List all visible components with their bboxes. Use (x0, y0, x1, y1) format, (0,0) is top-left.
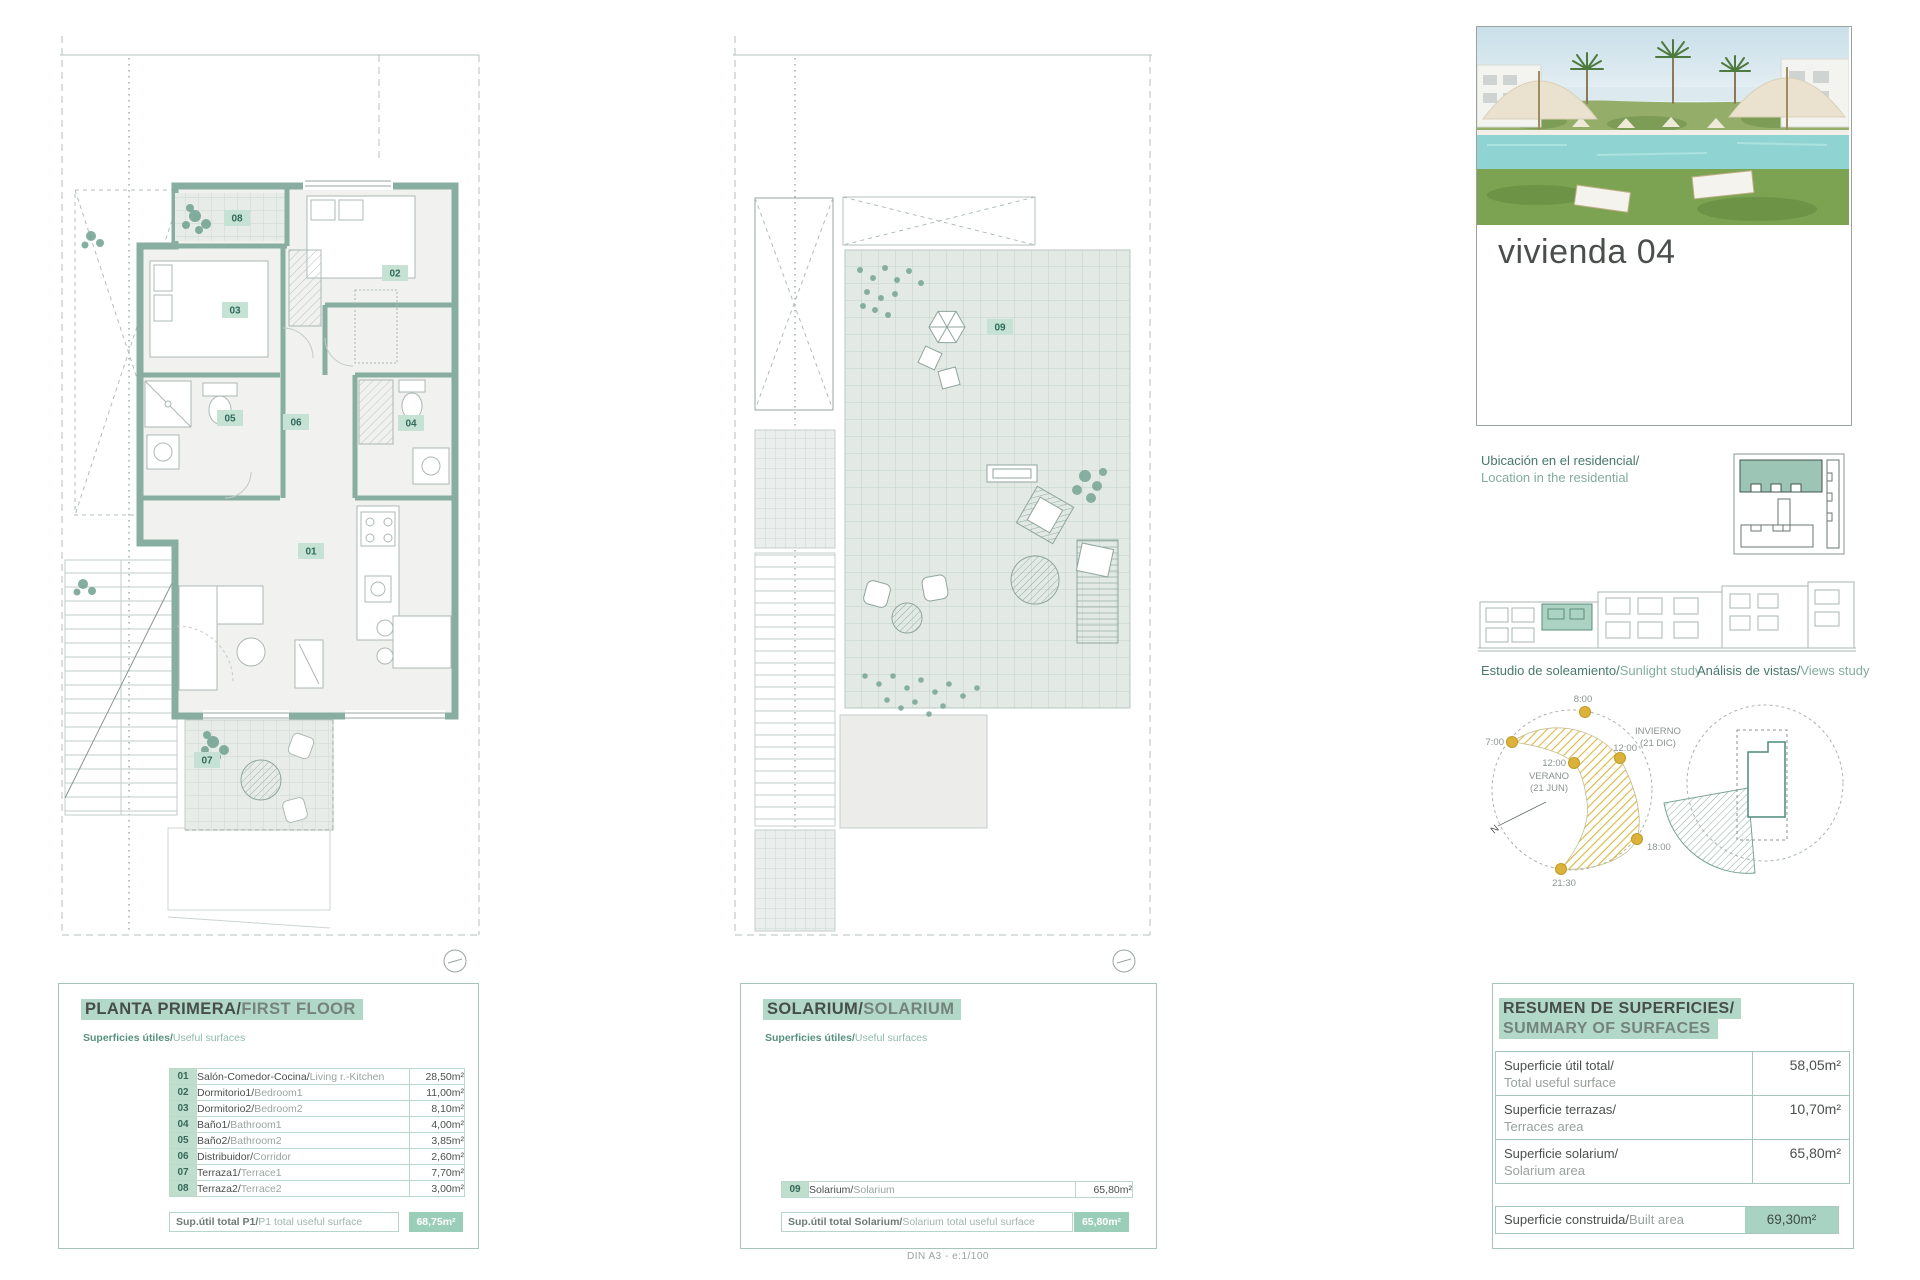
orientation-symbol-left (442, 948, 468, 974)
solarium-title-en: SOLARIUM (863, 1000, 955, 1018)
stair-void (755, 198, 833, 410)
views-title-en: Views study (1800, 663, 1870, 678)
table-row: 01 Salón-Comedor-Cocina/Living r.-Kitchen 28,50m² (170, 1069, 465, 1085)
solarium-rooms-table (781, 1181, 1133, 1198)
room-chips (987, 319, 1013, 335)
room-chip-08: 08 (231, 213, 243, 225)
room-chip-01: 01 (305, 546, 317, 558)
location-label-es: Ubicación en el residencial/ (1481, 453, 1640, 468)
summary-row: Superficie útil total/ Total useful surface 58,05m² (1496, 1052, 1850, 1096)
summary-row: Superficie terrazas/ Terraces area 10,70m² (1496, 1096, 1850, 1140)
built-area-value: 69,30m² (1745, 1207, 1838, 1233)
solarium-total-label: Sup.útil total Solarium/Solarium total useful surface (781, 1212, 1073, 1232)
room-chip-02: 02 (389, 268, 401, 280)
solarium-title-es: SOLARIUM/ (767, 1000, 864, 1018)
side-stairs (755, 430, 835, 931)
sun-time-2130: 21:30 (1552, 878, 1576, 889)
stairs (65, 560, 177, 815)
room-chip-03: 03 (229, 305, 241, 317)
views-title-es: Análisis de vistas/ (1697, 663, 1801, 678)
first-floor-table-box (58, 983, 479, 1249)
building-outline (1748, 742, 1785, 817)
render-photo (1477, 27, 1849, 225)
solarium-table-title (763, 1000, 961, 1019)
elevation-strip (1478, 572, 1856, 654)
views-diagram (1660, 690, 1860, 910)
summary-rows-table (1495, 1051, 1850, 1184)
summer-label: VERANO (1528, 771, 1570, 782)
dwelling-title: vivienda 04 (1498, 233, 1676, 271)
table-row: 09 Solarium/Solarium 65,80m² (782, 1182, 1133, 1198)
first-floor-total-value: 68,75m² (409, 1212, 463, 1232)
location-label (1481, 452, 1639, 486)
first-floor-rooms-table (169, 1068, 465, 1197)
first-floor-title-en: FIRST FLOOR (241, 1000, 356, 1018)
table-row: 08 Terraza2/Terrace2 3,00m² (170, 1181, 465, 1197)
solarium-table-subtitle: Superficies útiles/Useful surfaces (765, 1032, 928, 1044)
site-plan-minimap (1733, 453, 1845, 555)
first-floor-plan-drawing (55, 28, 485, 950)
summary-title-line1: RESUMEN DE SUPERFICIES/ (1503, 1000, 1735, 1017)
summary-title (1499, 1000, 1741, 1038)
sun-time-1200-summer: 12:00 (1542, 758, 1566, 769)
sun-time-0700: 7:00 (1485, 737, 1504, 748)
winter-date: (21 DIC) (1640, 738, 1676, 749)
sunlight-title-es: Estudio de soleamiento/ (1481, 663, 1620, 678)
lower-outline (168, 828, 330, 928)
summary-title-line2: SUMMARY OF SURFACES (1503, 1020, 1711, 1037)
solarium-total-value: 65,80m² (1074, 1212, 1129, 1232)
table-row: 07 Terraza1/Terrace1 7,70m² (170, 1165, 465, 1181)
first-floor-title-es: PLANTA PRIMERA/ (85, 1000, 242, 1018)
table-row: 04 Baño1/Bathroom1 4,00m² (170, 1117, 465, 1133)
sheet-scale-note: DIN A3 - e:1/100 (907, 1251, 989, 1262)
sun-time-0800: 8:00 (1573, 694, 1593, 705)
room-chip-09: 09 (994, 322, 1006, 334)
sun-time-1800: 18:00 (1647, 842, 1671, 853)
first-floor-total-row (169, 1212, 463, 1232)
title-card (1476, 26, 1852, 426)
room-chip-04: 04 (405, 418, 417, 430)
first-floor-table-subtitle: Superficies útiles/Useful surfaces (83, 1032, 246, 1044)
orientation-symbol-middle (1111, 948, 1137, 974)
table-row: 03 Dormitorio2/Bedroom2 8,10m² (170, 1101, 465, 1117)
built-area-row (1495, 1206, 1839, 1234)
views-study-title (1697, 663, 1869, 678)
built-area-label: Superficie construida/Built area (1504, 1212, 1684, 1227)
lower-terrace-floor (840, 715, 987, 828)
first-floor-total-label: Sup.útil total P1/P1 total useful surface (169, 1212, 399, 1232)
room-chip-06: 06 (290, 417, 302, 429)
pool (1477, 135, 1849, 169)
table-row: 05 Baño2/Bathroom2 3,85m² (170, 1133, 465, 1149)
sunlight-diagram (1484, 690, 1684, 910)
sun-time-1200-winter: 12:00 (1613, 743, 1637, 754)
sunlight-study-title (1481, 663, 1701, 678)
winter-label: INVIERNO (1635, 726, 1681, 737)
room-chip-05: 05 (224, 413, 236, 425)
first-floor-table-title (81, 1000, 363, 1019)
solarium-table-box (740, 983, 1157, 1249)
location-label-en: Location in the residential (1481, 470, 1629, 485)
summary-box (1492, 983, 1854, 1249)
upper-void (843, 197, 1035, 245)
north-indicator: N (1488, 823, 1502, 837)
solarium-total-row (781, 1212, 1131, 1232)
table-row: 06 Distribuidor/Corridor 2,60m² (170, 1149, 465, 1165)
solarium-plan-drawing (725, 28, 1165, 950)
summer-date: (21 JUN) (1529, 783, 1569, 794)
sunlight-title-en: Sunlight study (1619, 663, 1702, 678)
table-row: 02 Dormitorio1/Bedroom1 11,00m² (170, 1085, 465, 1101)
views-sector (1664, 788, 1755, 873)
summary-row: Superficie solarium/ Solarium area 65,80m² (1496, 1140, 1850, 1184)
room-chip-07: 07 (201, 755, 213, 767)
